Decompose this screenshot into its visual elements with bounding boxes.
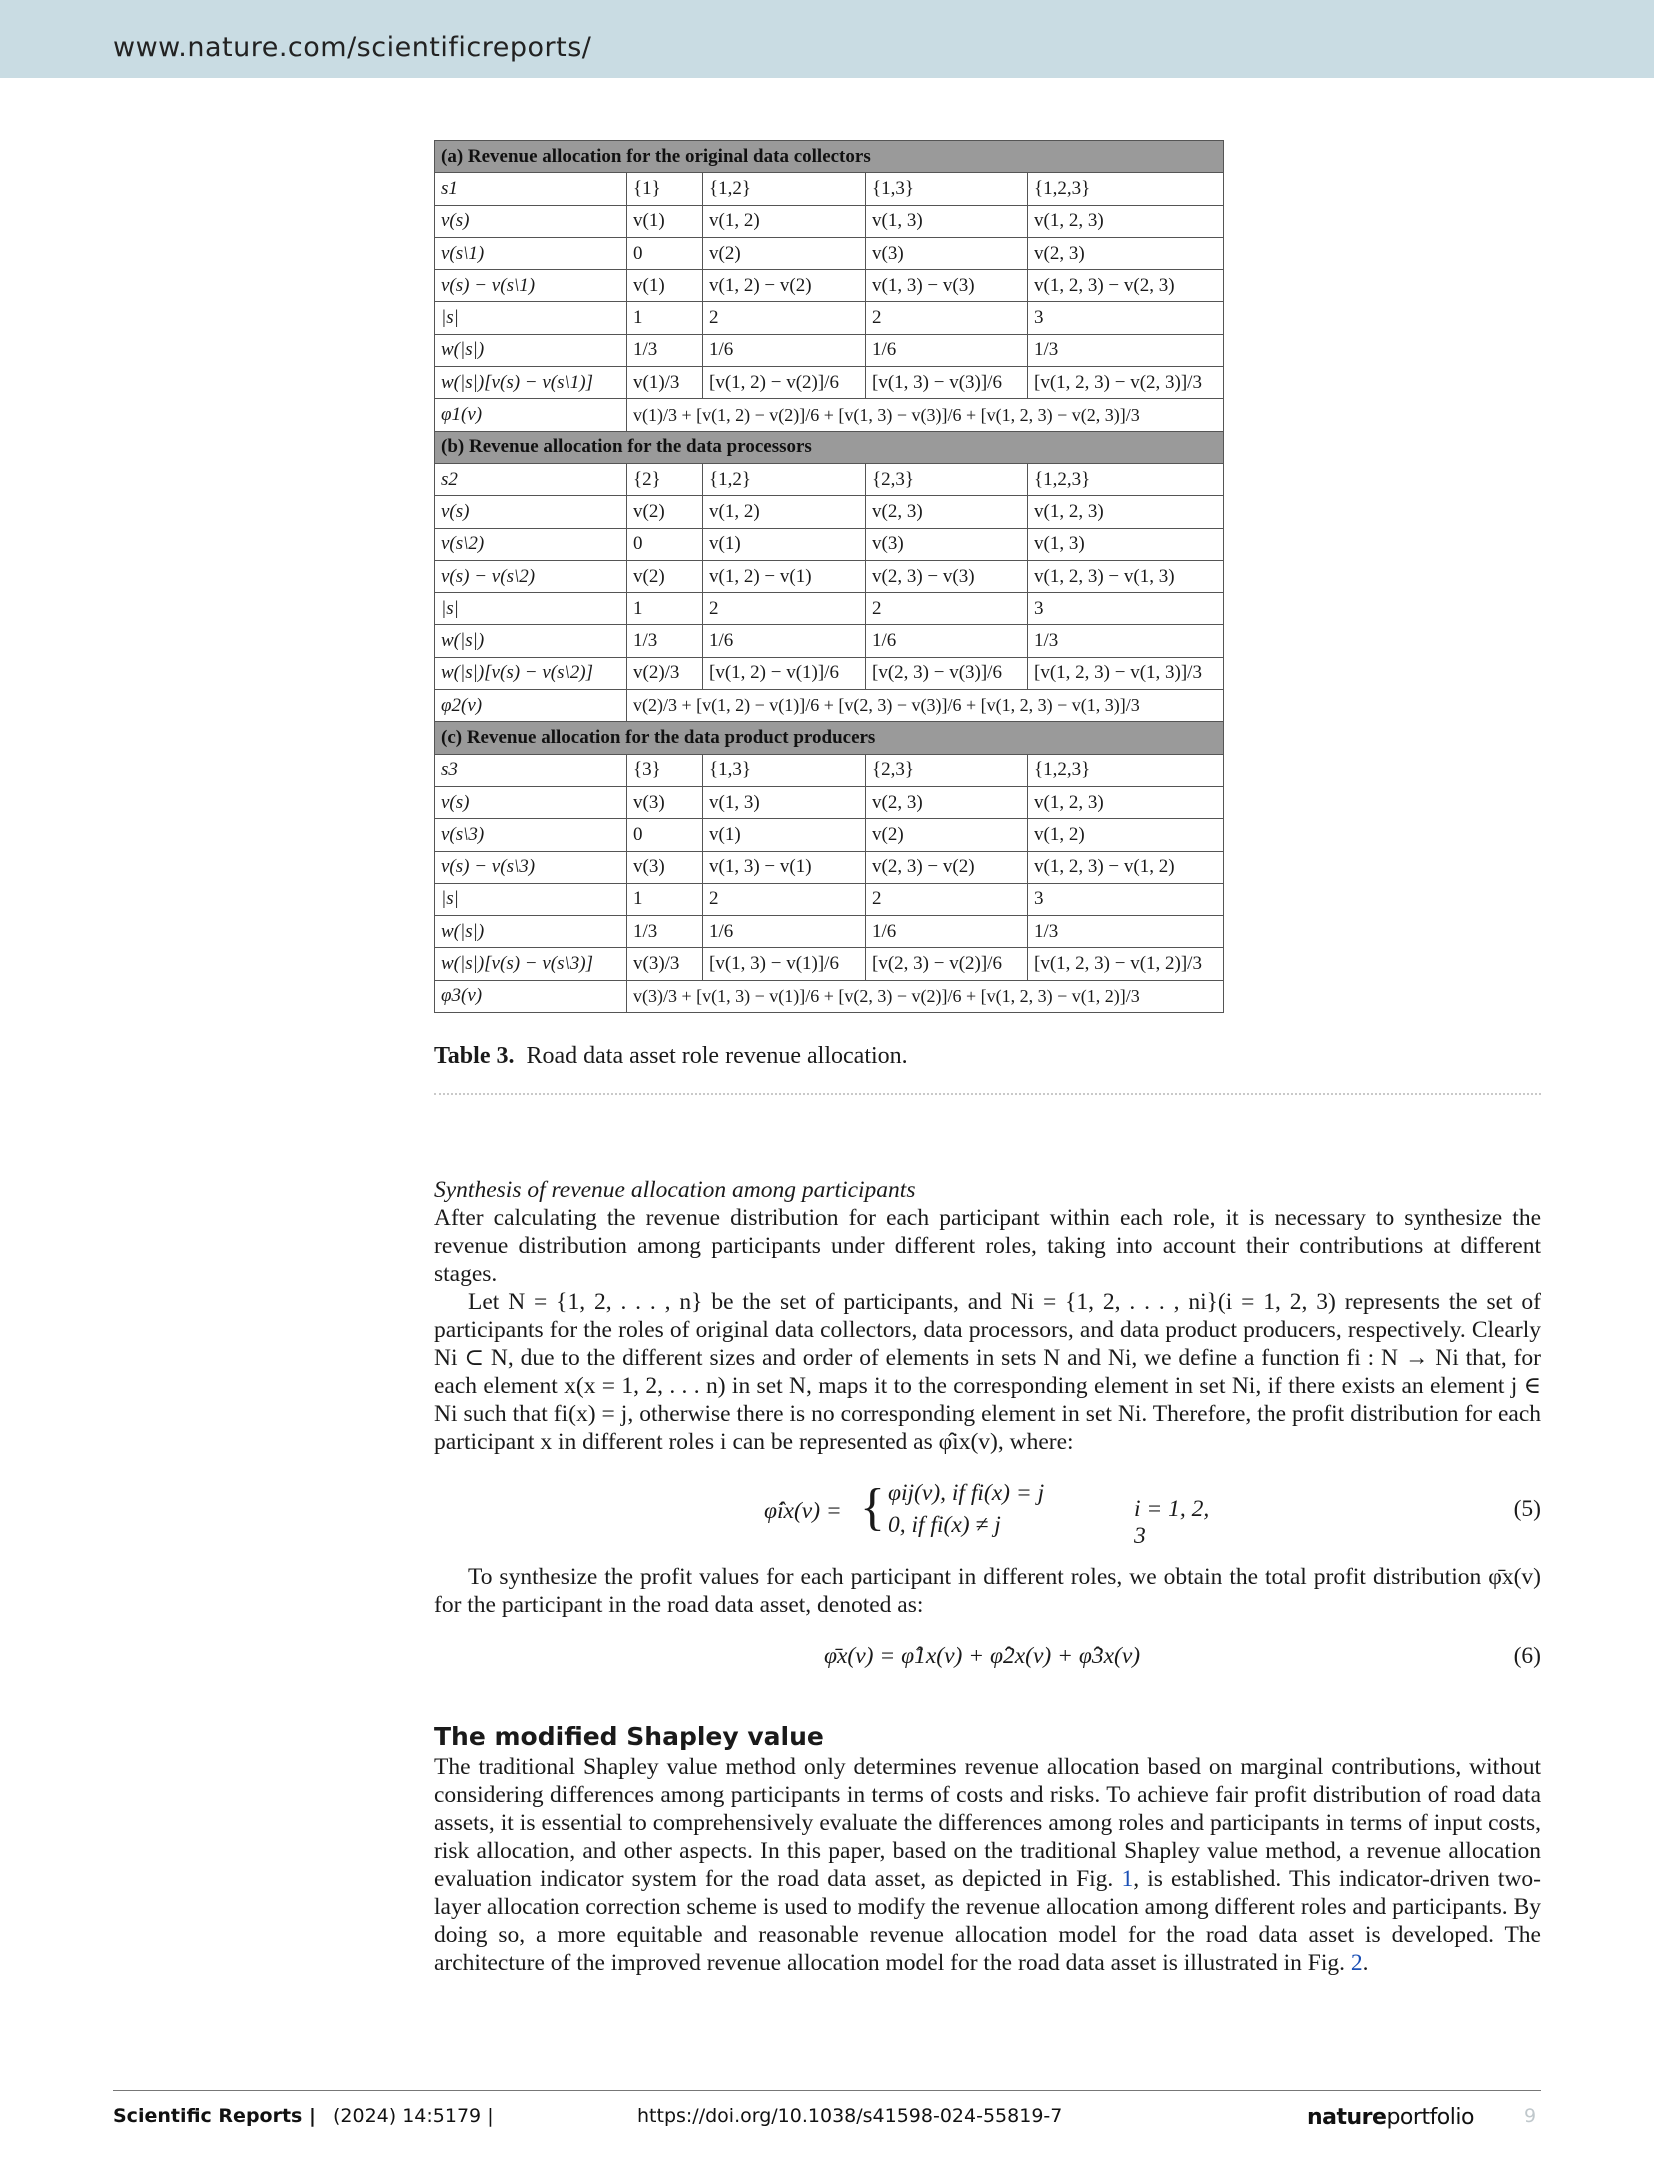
table-cell: 1/3	[1028, 334, 1224, 366]
section-title: (b) Revenue allocation for the data processors	[435, 431, 1224, 463]
table-cell: {1}	[627, 173, 703, 205]
table-cell: v(2)	[627, 496, 703, 528]
table-cell: 1/3	[1028, 625, 1224, 657]
table-cell: v(1, 2, 3)	[1028, 786, 1224, 818]
table-cell: v(2, 3)	[1028, 237, 1224, 269]
table-cell: s3	[435, 754, 627, 786]
table-cell: s2	[435, 463, 627, 495]
table-cell: v(s\1)	[435, 237, 627, 269]
footer-journal: Scientific Reports |	[113, 2105, 316, 2127]
table-cell: v(2)	[627, 560, 703, 592]
table-cell: v(1, 3)	[866, 205, 1028, 237]
table-cell: v(3)	[866, 528, 1028, 560]
section-title: (a) Revenue allocation for the original data collectors	[435, 141, 1224, 173]
table-cell: 1/6	[703, 625, 866, 657]
table-cell: v(1)	[627, 270, 703, 302]
phi-label: φ2(v)	[435, 690, 627, 722]
table-cell: [v(1, 2) − v(1)]/6	[703, 657, 866, 689]
table-row	[435, 173, 1224, 205]
table-cell: s1	[435, 173, 627, 205]
phi-label: φ3(v)	[435, 980, 627, 1012]
table-cell: 2	[703, 302, 866, 334]
table-cell: |s|	[435, 883, 627, 915]
table-cell: v(3)/3	[627, 948, 703, 980]
footer-volume: (2024) 14:5179 |	[333, 2105, 494, 2127]
table-section-header	[435, 431, 1224, 463]
table-cell: [v(1, 3) − v(1)]/6	[703, 948, 866, 980]
table-cell: w(|s|)[v(s) − v(s\3)]	[435, 948, 627, 980]
table-caption-label: Table 3.	[434, 1043, 515, 1069]
synthesis-paragraph-3: To synthesize the profit values for each participant in different roles, we obtain the total profit distribution φ̄x(v) for the participant in the road data asset, denoted as:	[434, 1564, 1541, 1618]
table-cell: v(s) − v(s\1)	[435, 270, 627, 302]
table-cell: 2	[866, 302, 1028, 334]
table-row	[435, 754, 1224, 786]
table-cell: 2	[703, 593, 866, 625]
eq5-case-2: 0, if fi(x) ≠ j	[888, 1512, 1001, 1538]
separator	[434, 1093, 1541, 1095]
table-row	[435, 851, 1224, 883]
table-cell: 1/6	[866, 916, 1028, 948]
table-cell: 1/3	[627, 334, 703, 366]
table-cell: w(|s|)[v(s) − v(s\2)]	[435, 657, 627, 689]
shapley-text-2: , is established. This indicator-driven two-layer allocation correction scheme is used to modify the revenue allocation among different roles and participants. By doing so, a more equitable and reasonable revenue allocation model for the road data asset is developed. The architecture of the improved revenue allocation model for the road data asset is illustrated in Fig.	[434, 1866, 1542, 1976]
table-row	[435, 916, 1224, 948]
table-row	[435, 657, 1224, 689]
table-cell: v(2, 3) − v(2)	[866, 851, 1028, 883]
phi-value: v(2)/3 + [v(1, 2) − v(1)]/6 + [v(2, 3) − v(3)]/6 + [v(1, 2, 3) − v(1, 3)]/3	[627, 690, 1224, 722]
table-cell: {2}	[627, 463, 703, 495]
section-heading-modified-shapley: The modified Shapley value	[434, 1722, 824, 1751]
eq5-range: i = 1, 2, 3	[1134, 1496, 1210, 1549]
table-cell: v(s)	[435, 205, 627, 237]
shapley-paragraph	[434, 1753, 1541, 1977]
table-cell: 1/3	[1028, 916, 1224, 948]
eq5-case-1: φij(v), if fi(x) = j	[888, 1480, 1045, 1506]
table-row	[435, 819, 1224, 851]
table-cell: w(|s|)	[435, 625, 627, 657]
table-cell: v(2, 3) − v(3)	[866, 560, 1028, 592]
shapley-text-1: The traditional Shapley value method only determines revenue allocation based on marginal contributions, without considering differences among participants in terms of costs and risks. To achieve fair profit distribution of road data assets, it is essential to comprehensively evaluate the differences among roles and participants in terms of input costs, risk allocation, and other aspects. In this paper, based on the traditional Shapley value method, a revenue allocation evaluation indicator system for the road data asset, as depicted in Fig.	[434, 1754, 1541, 1892]
table-cell: v(1, 2) − v(2)	[703, 270, 866, 302]
table-row	[435, 593, 1224, 625]
synthesis-paragraph-2: Let N = {1, 2, . . . , n} be the set of participants, and Ni = {1, 2, . . . , ni}(i = 1, 2, 3) represents the set of participants for the roles of original data collectors, data processors, and data product producers, respectively. Clearly Ni ⊂ N, due to the different sizes and order of elements in sets N and Ni, we define a function fi : N → Ni that, for each element x(x = 1, 2, . . . n) in set N, maps it to the corresponding element in set Ni, if there exists an element j ∈ Ni such that fi(x) = j, otherwise there is no corresponding element in set Ni. Therefore, the profit distribution for each participant x in different roles i can be represented as φ̂ix(v), where:	[434, 1289, 1541, 1455]
table-cell: v(s) − v(s\2)	[435, 560, 627, 592]
table-cell: 3	[1028, 302, 1224, 334]
table-cell: 1/6	[703, 334, 866, 366]
table-cell: v(2)	[703, 237, 866, 269]
table-cell: v(s) − v(s\3)	[435, 851, 627, 883]
equation-6	[434, 1643, 1541, 1675]
table-cell: {1,3}	[866, 173, 1028, 205]
table-cell: 0	[627, 528, 703, 560]
eq5-lhs: φ̂ix(v) =	[764, 1498, 842, 1524]
phi-row	[435, 690, 1224, 722]
table-cell: 1	[627, 302, 703, 334]
table-cell: w(|s|)[v(s) − v(s\1)]	[435, 367, 627, 399]
table-cell: 1/3	[627, 916, 703, 948]
table-cell: v(1, 2, 3) − v(1, 3)	[1028, 560, 1224, 592]
table-cell: v(2)/3	[627, 657, 703, 689]
table-cell: v(1)	[627, 205, 703, 237]
footer-doi[interactable]: https://doi.org/10.1038/s41598-024-55819-7	[637, 2105, 1063, 2127]
table-cell: v(1, 2, 3)	[1028, 205, 1224, 237]
table-row	[435, 237, 1224, 269]
table-cell: v(1)/3	[627, 367, 703, 399]
table-cell: v(1, 2) − v(1)	[703, 560, 866, 592]
table-cell: v(2, 3)	[866, 496, 1028, 528]
equation-5	[434, 1478, 1541, 1548]
table-caption	[434, 1043, 908, 1070]
table-row	[435, 205, 1224, 237]
table-cell: v(1)	[703, 528, 866, 560]
logo-bold: nature	[1307, 2105, 1387, 2130]
footer-divider	[113, 2090, 1541, 2091]
table-cell: v(s\3)	[435, 819, 627, 851]
table-cell: v(1, 2, 3)	[1028, 496, 1224, 528]
table-cell: {1,3}	[703, 754, 866, 786]
table-cell: {2,3}	[866, 463, 1028, 495]
phi-row	[435, 980, 1224, 1012]
table-cell: w(|s|)	[435, 916, 627, 948]
site-header-band	[0, 0, 1654, 78]
table-row	[435, 948, 1224, 980]
fig2-link[interactable]: 2	[1350, 1950, 1363, 1976]
table-cell: 1/6	[703, 916, 866, 948]
table-cell: v(3)	[627, 786, 703, 818]
table-cell: v(1, 2)	[703, 205, 866, 237]
table-cell: v(3)	[627, 851, 703, 883]
table-cell: {1,2,3}	[1028, 463, 1224, 495]
table-cell: v(1, 3) − v(1)	[703, 851, 866, 883]
table-cell: {1,2}	[703, 173, 866, 205]
table-cell: {2,3}	[866, 754, 1028, 786]
table-cell: v(1, 2, 3) − v(1, 2)	[1028, 851, 1224, 883]
table-cell: 1/6	[866, 625, 1028, 657]
logo-light: portfolio	[1386, 2105, 1474, 2130]
table-cell: 3	[1028, 883, 1224, 915]
table-cell: 0	[627, 819, 703, 851]
table-cell: {1,2,3}	[1028, 754, 1224, 786]
table-cell: |s|	[435, 302, 627, 334]
table-cell: [v(1, 2, 3) − v(2, 3)]/3	[1028, 367, 1224, 399]
table-row	[435, 334, 1224, 366]
phi-label: φ1(v)	[435, 399, 627, 431]
table-cell: [v(1, 3) − v(3)]/6	[866, 367, 1028, 399]
table-cell: 1	[627, 883, 703, 915]
table-cell: [v(1, 2, 3) − v(1, 2)]/3	[1028, 948, 1224, 980]
table-cell: 2	[866, 883, 1028, 915]
table-cell: v(1, 3) − v(3)	[866, 270, 1028, 302]
table-cell: w(|s|)	[435, 334, 627, 366]
site-url[interactable]: www.nature.com/scientificreports/	[113, 32, 592, 63]
revenue-allocation-table	[434, 140, 1224, 1013]
table-row	[435, 528, 1224, 560]
table-cell: 2	[866, 593, 1028, 625]
table-cell: 1/3	[627, 625, 703, 657]
table-cell: v(1, 3)	[703, 786, 866, 818]
table-cell: v(2)	[866, 819, 1028, 851]
table-row	[435, 367, 1224, 399]
table-row	[435, 786, 1224, 818]
table-cell: 0	[627, 237, 703, 269]
eq6-number: (6)	[1513, 1643, 1541, 1669]
table-cell: v(1)	[703, 819, 866, 851]
table-cell: 3	[1028, 593, 1224, 625]
table-cell: v(s\2)	[435, 528, 627, 560]
phi-value: v(1)/3 + [v(1, 2) − v(2)]/6 + [v(1, 3) − v(3)]/6 + [v(1, 2, 3) − v(2, 3)]/3	[627, 399, 1224, 431]
table-row	[435, 270, 1224, 302]
table-cell: v(s)	[435, 786, 627, 818]
table-section-header	[435, 722, 1224, 754]
table-cell: v(s)	[435, 496, 627, 528]
table-cell: [v(2, 3) − v(3)]/6	[866, 657, 1028, 689]
table-cell: 1	[627, 593, 703, 625]
table-cell: {3}	[627, 754, 703, 786]
section-title: (c) Revenue allocation for the data product producers	[435, 722, 1224, 754]
table-cell: 2	[703, 883, 866, 915]
table-cell: v(3)	[866, 237, 1028, 269]
phi-value: v(3)/3 + [v(1, 3) − v(1)]/6 + [v(2, 3) − v(2)]/6 + [v(1, 2, 3) − v(1, 2)]/3	[627, 980, 1224, 1012]
table-cell: [v(2, 3) − v(2)]/6	[866, 948, 1028, 980]
table-row	[435, 625, 1224, 657]
table-cell: v(1, 2, 3) − v(2, 3)	[1028, 270, 1224, 302]
table-cell: v(1, 3)	[1028, 528, 1224, 560]
eq5-number: (5)	[1513, 1496, 1541, 1522]
table-row	[435, 496, 1224, 528]
table-cell: {1,2,3}	[1028, 173, 1224, 205]
table-cell: [v(1, 2, 3) − v(1, 3)]/3	[1028, 657, 1224, 689]
eq6-expression: φ̄x(v) = φ̂1x(v) + φ̂2x(v) + φ̂3x(v)	[824, 1643, 1141, 1669]
page-number: 9	[1524, 2105, 1537, 2127]
table-caption-text: Road data asset role revenue allocation.	[526, 1043, 908, 1069]
synthesis-heading: Synthesis of revenue allocation among participants	[434, 1177, 916, 1203]
nature-portfolio-logo	[1307, 2105, 1474, 2130]
table-cell: v(1, 2)	[1028, 819, 1224, 851]
table-row	[435, 560, 1224, 592]
table-cell: [v(1, 2) − v(2)]/6	[703, 367, 866, 399]
table-cell: {1,2}	[703, 463, 866, 495]
table-cell: v(1, 2)	[703, 496, 866, 528]
shapley-text-3: .	[1362, 1950, 1369, 1976]
table-row	[435, 883, 1224, 915]
table-cell: 1/6	[866, 334, 1028, 366]
eq5-brace: {	[860, 1479, 885, 1536]
table-cell: v(2, 3)	[866, 786, 1028, 818]
table-row	[435, 463, 1224, 495]
synthesis-paragraph-1: After calculating the revenue distribution for each participant within each role, it is necessary to synthesize the revenue distribution among participants under different roles, taking into account their contributions at different stages.	[434, 1205, 1541, 1287]
table-row	[435, 302, 1224, 334]
fig1-link[interactable]: 1	[1121, 1866, 1134, 1892]
table-cell: |s|	[435, 593, 627, 625]
table-section-header	[435, 141, 1224, 173]
phi-row	[435, 399, 1224, 431]
